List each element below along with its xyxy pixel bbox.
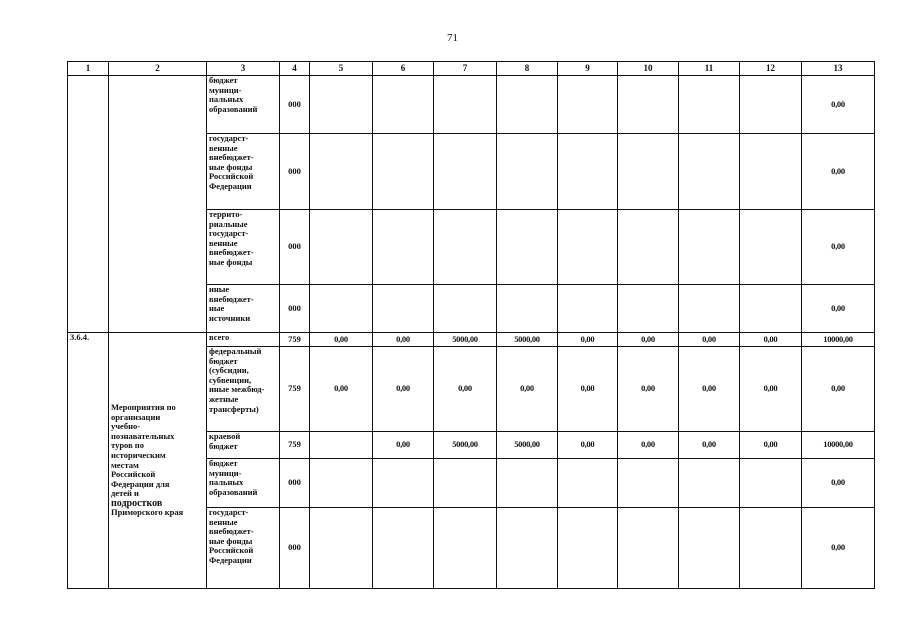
amount-c10: 0,00 <box>618 347 679 432</box>
column-header: 13 <box>802 62 875 76</box>
amount-c5 <box>310 210 373 285</box>
amount-c5 <box>310 508 373 589</box>
amount-c9 <box>558 134 618 210</box>
column-header: 9 <box>558 62 618 76</box>
amount-c5 <box>310 459 373 508</box>
amount-c8 <box>497 210 558 285</box>
measure-name-line: местам <box>111 459 139 470</box>
budget-code: 000 <box>280 508 310 589</box>
amount-c6: 0,00 <box>373 333 434 347</box>
funding-source-line: ные фонды <box>209 535 253 546</box>
amount-c13: 0,00 <box>802 210 875 285</box>
amount-c11 <box>679 285 740 333</box>
amount-c12 <box>740 134 802 210</box>
amount-c6: 0,00 <box>373 432 434 459</box>
budget-code: 000 <box>280 459 310 508</box>
budget-code: 759 <box>280 347 310 432</box>
funding-source-line: риальные <box>209 218 248 229</box>
column-header: 11 <box>679 62 740 76</box>
amount-c10 <box>618 285 679 333</box>
funding-source-line: венные <box>209 516 238 527</box>
column-header: 1 <box>68 62 109 76</box>
funding-source-line: пальных <box>209 94 244 105</box>
amount-c11 <box>679 76 740 134</box>
funding-source-line: внебюджет- <box>209 526 254 537</box>
measure-name-line: учебно- <box>111 421 141 432</box>
funding-source-line: муници- <box>209 467 242 478</box>
amount-c13: 0,00 <box>802 508 875 589</box>
funding-source-line: всего <box>209 332 230 342</box>
amount-c9 <box>558 285 618 333</box>
amount-c12: 0,00 <box>740 347 802 432</box>
amount-c10: 0,00 <box>618 432 679 459</box>
funding-source-line: образований <box>209 103 258 114</box>
amount-c10 <box>618 508 679 589</box>
funding-source-line: ные <box>209 303 225 314</box>
amount-c12 <box>740 459 802 508</box>
amount-c9 <box>558 459 618 508</box>
funding-source <box>207 508 280 589</box>
amount-c5 <box>310 285 373 333</box>
amount-c10 <box>618 459 679 508</box>
amount-c6 <box>373 210 434 285</box>
amount-c9 <box>558 76 618 134</box>
measure-name-line: Мероприятия по <box>111 401 176 412</box>
budget-code: 000 <box>280 76 310 134</box>
amount-c11 <box>679 210 740 285</box>
budget-code: 000 <box>280 285 310 333</box>
funding-source-line: террито- <box>209 209 243 219</box>
funding-source-line: Федерации <box>209 554 252 565</box>
amount-c6 <box>373 134 434 210</box>
amount-c13: 0,00 <box>802 459 875 508</box>
amount-c7 <box>434 134 497 210</box>
amount-c8: 5000,00 <box>497 432 558 459</box>
amount-c9 <box>558 210 618 285</box>
measure-number: 3.6.4. <box>68 333 109 589</box>
amount-c9: 0,00 <box>558 347 618 432</box>
amount-c7 <box>434 508 497 589</box>
funding-source-line: трансферты) <box>209 403 259 414</box>
amount-c7 <box>434 285 497 333</box>
funding-source-line: бюджет <box>209 355 238 366</box>
funding-source-line: государст- <box>209 133 249 143</box>
funding-source-line: жетные <box>209 393 239 404</box>
measure-name-line: Федерации для <box>111 478 170 489</box>
measure-name-line: туров по <box>111 440 144 451</box>
empty-row-number-cell <box>68 76 109 333</box>
amount-c5 <box>310 134 373 210</box>
amount-c13: 0,00 <box>802 285 875 333</box>
funding-source-line: Российской <box>209 171 254 182</box>
funding-source-line: иные <box>209 284 230 294</box>
measure-name-line: познавательных <box>111 430 175 441</box>
amount-c12 <box>740 285 802 333</box>
funding-source-line: пальных <box>209 477 244 488</box>
amount-c12 <box>740 508 802 589</box>
amount-c8 <box>497 459 558 508</box>
amount-c8: 0,00 <box>497 347 558 432</box>
funding-source-line: образований <box>209 486 258 497</box>
amount-c6 <box>373 76 434 134</box>
funding-source-line: федеральный <box>209 346 262 356</box>
amount-c8 <box>497 508 558 589</box>
funding-source-line: внебюджет- <box>209 152 254 163</box>
column-header: 8 <box>497 62 558 76</box>
amount-c13: 0,00 <box>802 347 875 432</box>
measure-name-line: Российской <box>111 469 156 480</box>
funding-source-line: Российской <box>209 545 254 556</box>
column-header: 7 <box>434 62 497 76</box>
amount-c5 <box>310 432 373 459</box>
column-header: 6 <box>373 62 434 76</box>
column-header: 10 <box>618 62 679 76</box>
funding-source <box>207 210 280 285</box>
funding-source-line: источники <box>209 312 251 323</box>
column-header: 5 <box>310 62 373 76</box>
funding-source-line: Федерации <box>209 180 252 191</box>
amount-c11 <box>679 508 740 589</box>
funding-source-line: бюджет <box>209 75 238 85</box>
amount-c10 <box>618 76 679 134</box>
amount-c13: 10000,00 <box>802 432 875 459</box>
funding-source-line: внебюджет- <box>209 247 254 258</box>
measure-name-line: организации <box>111 411 161 422</box>
funding-source-line: (субсидии, <box>209 365 249 376</box>
funding-source-line: государст- <box>209 507 249 517</box>
amount-c11: 0,00 <box>679 347 740 432</box>
table-row <box>68 333 875 347</box>
amount-c10 <box>618 210 679 285</box>
amount-c12 <box>740 210 802 285</box>
amount-c8 <box>497 134 558 210</box>
amount-c7 <box>434 76 497 134</box>
funding-source-line: муници- <box>209 84 242 95</box>
amount-c7: 5000,00 <box>434 333 497 347</box>
funding-source-line: иные межбюд- <box>209 384 265 395</box>
amount-c7 <box>434 210 497 285</box>
amount-c9: 0,00 <box>558 432 618 459</box>
funding-source-line: ные фонды <box>209 256 253 267</box>
funding-source-line: бюджет <box>209 440 238 451</box>
measure-name-line: историческим <box>111 449 166 460</box>
budget-code: 759 <box>280 333 310 347</box>
amount-c11 <box>679 459 740 508</box>
amount-c11: 0,00 <box>679 432 740 459</box>
measure-name <box>109 333 207 589</box>
measure-name-line: детей и <box>111 488 139 499</box>
budget-code: 000 <box>280 210 310 285</box>
funding-source-line: ные фонды <box>209 161 253 172</box>
amount-c10: 0,00 <box>618 333 679 347</box>
amount-c13: 10000,00 <box>802 333 875 347</box>
funding-source-line: государст- <box>209 228 249 239</box>
budget-code: 759 <box>280 432 310 459</box>
column-header: 3 <box>207 62 280 76</box>
column-number-row <box>68 62 875 76</box>
funding-source <box>207 347 280 432</box>
funding-source-line: венные <box>209 142 238 153</box>
funding-source-line: венные <box>209 237 238 248</box>
funding-source <box>207 76 280 134</box>
funding-source <box>207 459 280 508</box>
amount-c8 <box>497 76 558 134</box>
amount-c12: 0,00 <box>740 333 802 347</box>
amount-c8 <box>497 285 558 333</box>
funding-source <box>207 134 280 210</box>
column-header: 12 <box>740 62 802 76</box>
funding-source-line: краевой <box>209 431 241 441</box>
amount-c6: 0,00 <box>373 347 434 432</box>
amount-c11 <box>679 134 740 210</box>
empty-measure-cell <box>109 76 207 333</box>
amount-c6 <box>373 285 434 333</box>
funding-source <box>207 432 280 459</box>
funding-source <box>207 333 280 347</box>
amount-c12: 0,00 <box>740 432 802 459</box>
page-number: 71 <box>447 32 458 44</box>
column-header: 2 <box>109 62 207 76</box>
amount-c7 <box>434 459 497 508</box>
budget-code: 000 <box>280 134 310 210</box>
amount-c13: 0,00 <box>802 134 875 210</box>
funding-source-line: внебюджет- <box>209 293 254 304</box>
amount-c7: 0,00 <box>434 347 497 432</box>
amount-c8: 5000,00 <box>497 333 558 347</box>
amount-c6 <box>373 508 434 589</box>
column-header: 4 <box>280 62 310 76</box>
table-row <box>68 76 875 134</box>
amount-c6 <box>373 459 434 508</box>
amount-c5: 0,00 <box>310 347 373 432</box>
funding-source <box>207 285 280 333</box>
amount-c5 <box>310 76 373 134</box>
amount-c10 <box>618 134 679 210</box>
budget-table <box>67 61 875 589</box>
amount-c9 <box>558 508 618 589</box>
funding-source-line: бюджет <box>209 458 238 468</box>
measure-name-line: подростков <box>111 497 163 509</box>
amount-c5: 0,00 <box>310 333 373 347</box>
amount-c11: 0,00 <box>679 333 740 347</box>
amount-c9: 0,00 <box>558 333 618 347</box>
funding-source-line: субвенции, <box>209 374 252 385</box>
measure-name-line: Приморского края <box>111 507 184 518</box>
amount-c13: 0,00 <box>802 76 875 134</box>
amount-c7: 5000,00 <box>434 432 497 459</box>
amount-c12 <box>740 76 802 134</box>
